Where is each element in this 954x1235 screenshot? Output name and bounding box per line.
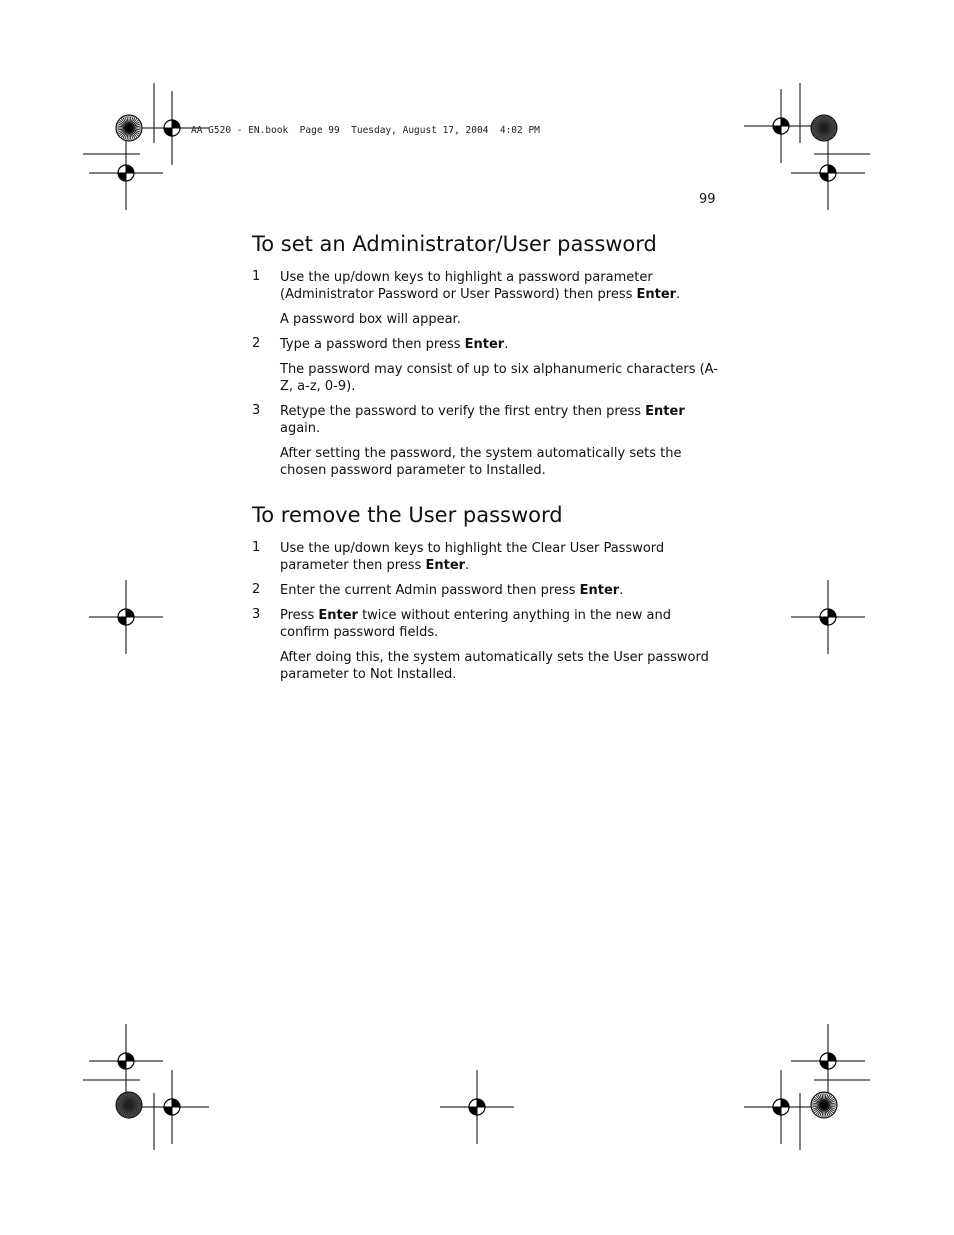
star-target-mark [811, 115, 837, 141]
crosshair-mark [89, 1024, 163, 1098]
step-number: 2 [252, 336, 261, 351]
step-text: Enter the current Admin password then press Enter. [280, 583, 624, 598]
page-number: 99 [699, 192, 716, 207]
crosshair-mark [791, 580, 865, 654]
step-number: 1 [252, 269, 261, 284]
step-note: The password may consist of up to six alphanumeric characters (A-Z, a-z, 0-9). [280, 362, 718, 394]
crosshair-mark [791, 136, 865, 210]
step-text: Use the up/down keys to highlight a password parameter (Administrator Password or User Password) then press Enter. [280, 270, 681, 302]
step-number: 1 [252, 540, 261, 555]
step-number: 3 [252, 403, 261, 418]
step-text: Type a password then press Enter. [280, 337, 509, 352]
step-number: 3 [252, 607, 261, 622]
star-target-mark [811, 1092, 837, 1118]
step-note: After setting the password, the system automatically sets the chosen password parameter to Installed. [280, 446, 682, 478]
crosshair-mark [89, 136, 163, 210]
step-text: Retype the password to verify the first entry then press Enter again. [280, 404, 685, 436]
crosshair-mark [744, 1070, 818, 1144]
crosshair-mark [135, 1070, 209, 1144]
step-note: After doing this, the system automatically sets the User password parameter to Not Installed. [280, 650, 709, 682]
step-number: 2 [252, 582, 261, 597]
step-text: Press Enter twice without entering anything in the new and confirm password fields. [280, 608, 671, 640]
file-slug: AA G520 - EN.book Page 99 Tuesday, August 17, 2004 4:02 PM [191, 125, 540, 136]
crosshair-mark [440, 1070, 514, 1144]
crosshair-mark [89, 580, 163, 654]
step-note: A password box will appear. [280, 312, 461, 327]
star-target-mark [116, 115, 142, 141]
section-title-set-password: To set an Administrator/User password [252, 232, 657, 256]
section-title-remove-password: To remove the User password [252, 503, 563, 527]
crosshair-mark [791, 1024, 865, 1098]
crosshair-mark [744, 89, 818, 163]
star-target-mark [116, 1092, 142, 1118]
step-text: Use the up/down keys to highlight the Clear User Password parameter then press Enter. [280, 541, 665, 573]
